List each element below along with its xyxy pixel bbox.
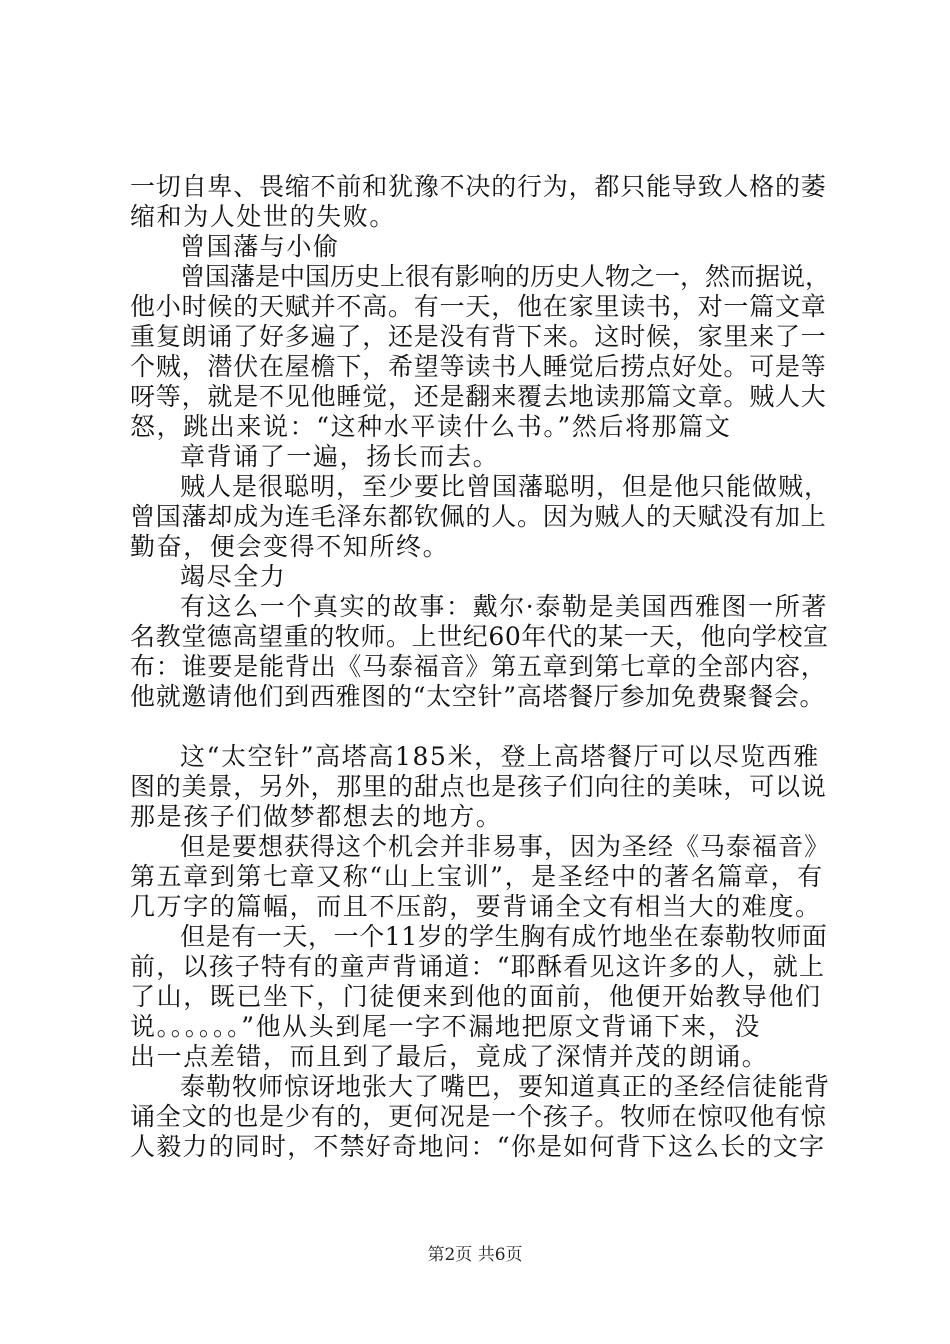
- section-heading: 曾国藩与小偷: [180, 232, 340, 261]
- text-line: 那是孩子们做梦都想去的地方。: [130, 802, 503, 831]
- text-line: 缩和为人处世的失败。: [130, 202, 397, 231]
- paragraph-start: 但是要想获得这个机会并非易事，因为圣经《马泰福音》: [180, 832, 831, 861]
- paragraph-start: 贼人是很聪明，至少要比曾国藩聪明，但是他只能做贼，: [180, 472, 831, 501]
- paragraph-start: 泰勒牧师惊讶地张大了嘴巴，要知道真正的圣经信徒能背: [180, 1072, 831, 1101]
- text-line: 重复朗诵了好多遍了，还是没有背下来。这时候，家里来了一: [130, 322, 827, 351]
- text-line: 怒，跳出来说：“这种水平读什么书。”然后将那篇文: [130, 412, 732, 441]
- text-line: 图的美景，另外，那里的甜点也是孩子们向往的美味，可以说: [130, 772, 827, 801]
- text-line: 布：谁要是能背出《马泰福音》第五章到第七章的全部内容，: [130, 652, 827, 681]
- section-heading: 竭尽全力: [180, 562, 287, 591]
- text-line: 第五章到第七章又称“山上宝训”，是圣经中的著名篇章，有: [130, 862, 824, 891]
- paragraph-start: 但是有一天，一个11岁的学生胸有成竹地坐在泰勒牧师面: [180, 922, 828, 951]
- page-number-footer: 第2页 共6页: [427, 1245, 523, 1265]
- blank-line: [130, 712, 830, 742]
- paragraph-start: 曾国藩是中国历史上很有影响的历史人物之一，然而据说，: [180, 262, 831, 291]
- text-line: 名教堂德高望重的牧师。上世纪60年代的某一天，他向学校宣: [130, 622, 829, 651]
- text-line: 说。。。。。。”他从头到尾一字不漏地把原文背诵下来，没: [130, 1012, 761, 1041]
- text-line: 勤奋，便会变得不知所终。: [130, 532, 450, 561]
- text-line: 个贼，潜伏在屋檐下，希望等读书人睡觉后捞点好处。可是等: [130, 352, 827, 381]
- paragraph-start: 这“太空针”高塔高185米，登上高塔餐厅可以尽览西雅: [180, 742, 820, 771]
- text-line: 前，以孩子特有的童声背诵道：“耶酥看见这许多的人，就上: [130, 952, 826, 981]
- paragraph-start: 有这么一个真实的故事：戴尔·泰勒是美国西雅图一所著: [180, 592, 828, 621]
- text-line: 呀等，就是不见他睡觉，还是翻来覆去地读那篇文章。贼人大: [130, 382, 827, 411]
- text-line: 曾国藩却成为连毛泽东都钦佩的人。因为贼人的天赋没有加上: [130, 502, 827, 531]
- text-line: 他小时候的天赋并不高。有一天，他在家里读书，对一篇文章: [130, 292, 827, 321]
- text-line: 诵全文的也是少有的，更何况是一个孩子。牧师在惊叹他有惊: [130, 1102, 827, 1131]
- paragraph-start: 章背诵了一遍，扬长而去。: [180, 442, 500, 471]
- text-line: 了山，既已坐下，门徒便来到他的面前，他便开始教导他们: [130, 982, 822, 1011]
- text-line: 一切自卑、畏缩不前和犹豫不决的行为，都只能导致人格的萎: [130, 172, 827, 201]
- text-line: 人毅力的同时，不禁好奇地问：“你是如何背下这么长的文字: [130, 1132, 826, 1161]
- text-line: 几万字的篇幅，而且不压韵，要背诵全文有相当大的难度。: [130, 892, 822, 921]
- document-page: [130, 172, 830, 1162]
- text-line: 出一点差错，而且到了最后，竟成了深情并茂的朗诵。: [130, 1042, 769, 1071]
- text-line: 他就邀请他们到西雅图的“太空针”高塔餐厅参加免费聚餐会。: [130, 682, 826, 711]
